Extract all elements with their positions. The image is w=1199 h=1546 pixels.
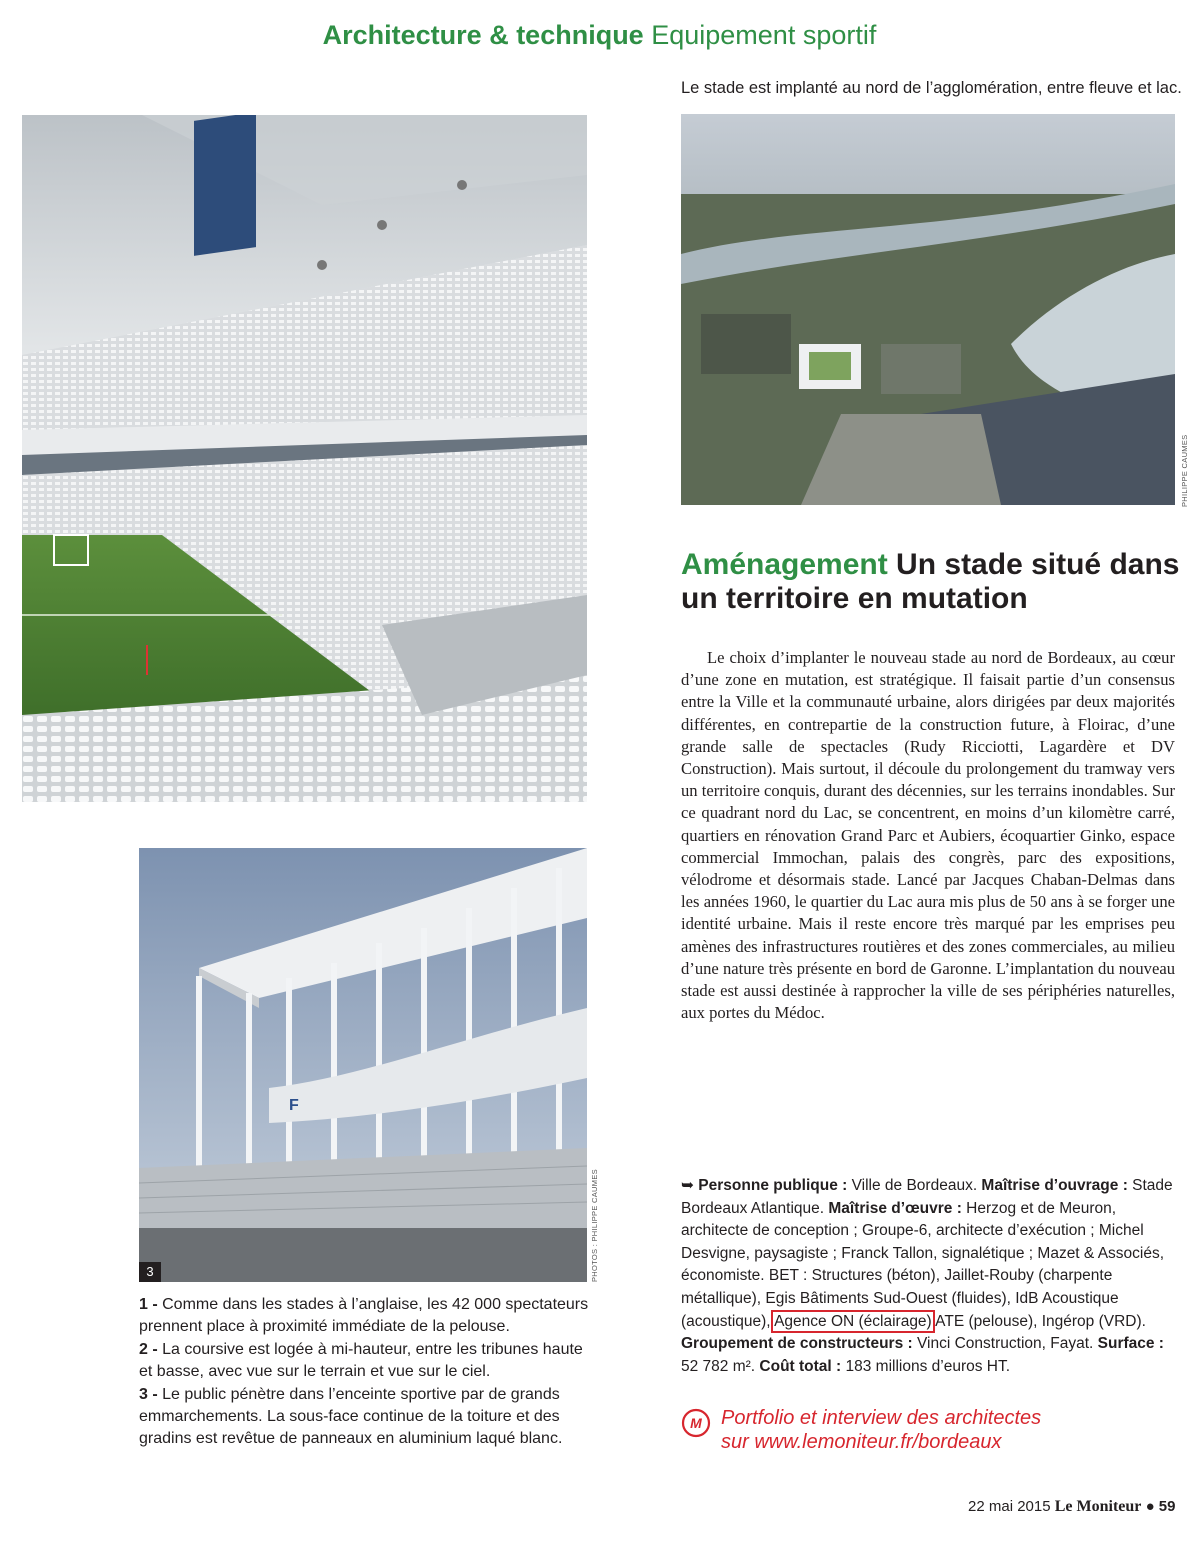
credits-label-cost: Coût total : [755,1357,842,1375]
photo-captions [139,1294,591,1451]
credits-label-surface: Surface : [1093,1335,1164,1353]
article-body [681,647,1175,1024]
logo-letter: M [690,1415,702,1431]
svg-text:F: F [289,1097,299,1114]
caption-item [139,1384,591,1451]
article-paragraph: Le choix d’implanter le nouveau stade au nord de Bordeaux, au cœur d’une zone en mutation, est stratégique. Il faisait partie d’un consensus entre la Ville et la communauté urbaine, alors dirigées par deux majorités différentes, en contrepartie de la construction future, à Floirac, d’une grande salle de spectacles (Rudy Ricciotti, Lagardère et DV Construction). Mais surtout, il découle du prolongement du tramway vers un territoire conquis, durant des décennies, sur les terrains inondables. Sur ce quadrant nord du Lac, se concentrent, en moins d’un kilomètre carré, quartiers en rénovation Grand Parc et Aubiers, écoquartier Ginko, espace commercial Immochan, palais des congrès, parc des expositions, vélodrome et désormais stade. Lancé par Jacques Chaban-Delmas dans les années 1960, le quartier du Lac aura mis plus de 50 ans à se forger une identité urbaine. Mais il reste encore très marqué par les emprises peu amènes des infrastructures routières et des zones commerciales, au milieu d’une nature très présente en bord de Garonne. L’implantation du nouveau stade est aussi destinée à rapprocher la ville de ses périphéries naturelles, aux portes du Médoc. [681,648,1175,1023]
credits-text-surface: 52 782 m². [681,1357,756,1375]
arrow-icon: ➥ [681,1177,694,1194]
credits-text-design: Herzog et de Meuron, architecte de conception ; Groupe-6, architecte d’exécution ; Michel Desvigne, paysagiste ; Franck Tallon, signalétique ; Mazet & Associés, économiste. BET : Structures (béton), Jaillet-Rouby (charpente métallique), Egis Bâtiments Sud-Ouest (fluides), IdB Acoustique (acoustique), [681,1199,1165,1330]
credits-label-client: Maîtrise d’ouvrage : [977,1177,1128,1194]
photo-credit-aerial: PHILIPPE CAUMES [1180,434,1189,507]
article-headline: Un stade situé dans un territoire en mutation [681,548,1180,615]
caption-text: Comme dans les stades à l’anglaise, les 42 000 spectateurs prennent place à proximité immédiate de la pelouse. [139,1296,589,1336]
caption-item [139,1294,591,1339]
caption-number: 3 - [139,1385,158,1403]
credits-label-builders: Groupement de constructeurs : [681,1335,913,1353]
photo-credit-exterior: PHOTOS : PHILIPPE CAUMES [590,1169,599,1282]
caption-text: Le public pénètre dans l’enceinte sportive par de grands emmarchements. La sous-face continue de la toiture et des gradins est revêtue de panneaux en aluminium laqué blanc. [139,1385,563,1448]
article-keyword: Aménagement [681,548,888,581]
photo-number-badge: 3 [139,1262,161,1282]
page-footer [968,1497,1175,1517]
caption-number: 1 - [139,1296,158,1313]
caption-number: 2 - [139,1340,158,1358]
section-title: Architecture & technique [322,20,644,50]
credits-text-owner: Ville de Bordeaux. [847,1177,978,1194]
moniteur-logo-icon [681,1408,711,1438]
project-credits [681,1175,1175,1378]
caption-text: La coursive est logée à mi-hauteur, entre les tribunes haute et basse, avec vue sur le terrain et vue sur le ciel. [139,1340,583,1381]
credits-label-owner: Personne publique : [694,1177,848,1194]
credits-label-design: Maîtrise d’œuvre : [824,1199,962,1217]
issue-date: 22 mai 2015 [968,1498,1051,1515]
magazine-name: Le Moniteur [1054,1498,1142,1515]
bullet-icon: ● [1145,1498,1155,1515]
credits-text-engineering: ATE (pelouse), Ingérop (VRD). [931,1312,1146,1330]
photo-stadium-interior [22,115,587,802]
article-title [681,548,1181,616]
highlighted-credit: Agence ON (éclairage) [774,1312,932,1330]
credits-text-builders: Vinci Construction, Fayat. [912,1335,1094,1353]
photo-caption-aerial: Le stade est implanté au nord de l’agglomération, entre fleuve et lac. [681,79,1182,97]
photo-stadium-exterior [139,848,587,1282]
web-link-line1[interactable]: Portfolio et interview des architectes [721,1407,1042,1429]
web-link-line2[interactable]: sur www.lemoniteur.fr/bordeaux [721,1431,1002,1453]
credits-text-client: Stade Bordeaux Atlantique. [681,1177,1173,1217]
credits-text-cost: 183 millions d’euros HT. [841,1357,1011,1375]
page-header [0,18,1199,52]
page-number: 59 [1158,1498,1176,1515]
photo-aerial-view [681,114,1175,505]
subsection-title: Equipement sportif [651,20,877,50]
caption-item [139,1339,591,1384]
